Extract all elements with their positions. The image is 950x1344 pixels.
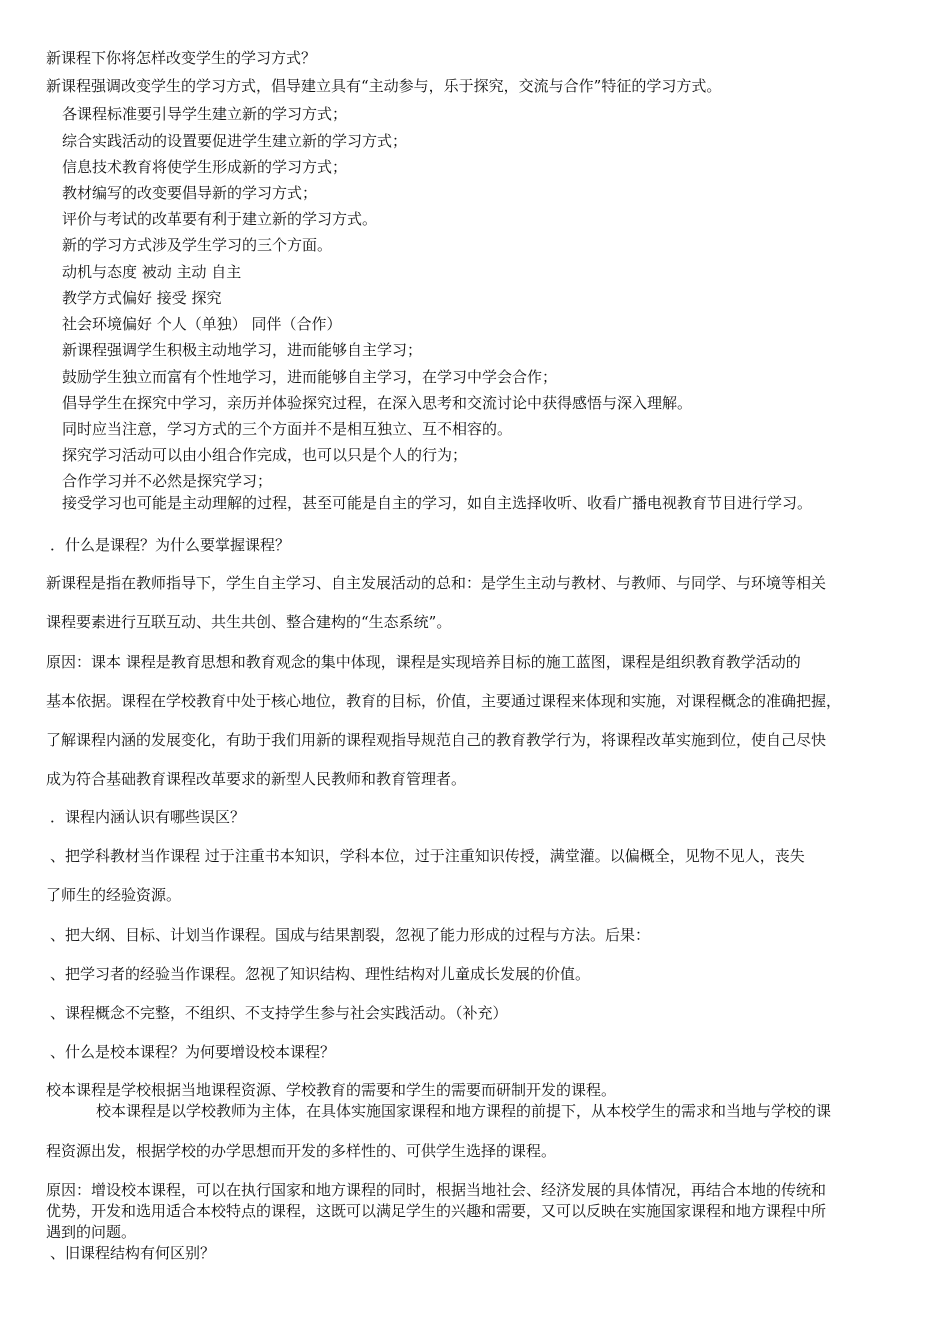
question-heading: ．课程内涵认识有哪些误区？ [50,808,246,826]
paragraph-line: 遇到的问题。 [46,1223,137,1241]
list-item: 同时应当注意，学习方式的三个方面并不是相互独立、互不相容的。 [62,420,513,438]
paragraph-line: 新课程强调改变学生的学习方式，倡导建立具有“主动参与，乐于探究，交流与合作”特征的学习方式。 [46,77,722,95]
paragraph-line: 成为符合基础教育课程改革要求的新型人民教师和教育管理者。 [46,770,467,788]
list-item: 探究学习活动可以由小组合作完成，也可以只是个人的行为； [62,446,468,464]
paragraph-line: 、把学科教材当作课程 过于注重书本知识，学科本位，过于注重知识传授，满堂灌。以偏概全，见物不见人，丧失 [50,847,805,865]
paragraph-line: 原因：课本 课程是教育思想和教育观念的集中体现，课程是实现培养目标的施工蓝图，课程是组织教育教学活动的 [46,653,801,671]
list-item: 评价与考试的改革要有利于建立新的学习方式。 [62,210,378,228]
list-item: 新的学习方式涉及学生学习的三个方面。 [62,236,333,254]
paragraph-line: 基本依据。课程在学校教育中处于核心地位，教育的目标，价值，主要通过课程来体现和实施，对课程概念的准确把握， [46,692,842,710]
paragraph-line: 、把大纲、目标、计划当作课程。国成与结果割裂，忽视了能力形成的过程与方法。后果： [50,926,651,944]
paragraph-line: 新课程是指在教师指导下，学生自主学习、自主发展活动的总和：是学生主动与教材、与教师、与同学、与环境等相关 [46,574,827,592]
list-item: 合作学习并不必然是探究学习； [62,472,273,490]
list-item: 各课程标准要引导学生建立新的学习方式； [62,105,348,123]
list-item: 动机与态度 被动 主动 自主 [62,263,242,281]
paragraph-line: 校本课程是以学校教师为主体，在具体实施国家课程和地方课程的前提下，从本校学生的需求和当地与学校的课 [96,1102,832,1120]
question-heading: ．什么是课程？为什么要掌握课程？ [50,536,291,554]
paragraph-line: 校本课程是学校根据当地课程资源、学校教育的需要和学生的需要而研制开发的课程。 [46,1081,617,1099]
list-item: 综合实践活动的设置要促进学生建立新的学习方式； [62,132,408,150]
list-item: 鼓励学生独立而富有个性地学习，进而能够自主学习，在学习中学会合作； [62,368,558,386]
paragraph-line: 了师生的经验资源。 [46,886,182,904]
paragraph-line: 原因：增设校本课程，可以在执行国家和地方课程的同时，根据当地社会、经济发展的具体情况，再结合本地的传统和 [46,1181,827,1199]
list-item: 教材编写的改变要倡导新的学习方式； [62,184,318,202]
list-item: 新课程强调学生积极主动地学习，进而能够自主学习； [62,341,423,359]
paragraph-line: 、课程概念不完整，不组织、不支持学生参与社会实践活动。（补充） [50,1004,508,1022]
question-heading: 、什么是校本课程？为何要增设校本课程？ [50,1043,336,1061]
paragraph-line: 程资源出发，根据学校的办学思想而开发的多样性的、可供学生选择的课程。 [46,1142,557,1160]
paragraph-line: 优势，开发和选用适合本校特点的课程，这既可以满足学生的兴趣和需要，又可以反映在实施国家课程和地方课程中所 [46,1202,827,1220]
question-heading: 、旧课程结构有何区别？ [50,1244,216,1262]
paragraph-line: 、把学习者的经验当作课程。忽视了知识结构、理性结构对儿童成长发展的价值。 [50,965,591,983]
list-item: 社会环境偏好 个人（单独） 同伴（合作） [62,315,342,333]
list-item: 倡导学生在探究中学习，亲历并体验探究过程，在深入思考和交流讨论中获得感悟与深入理解。 [62,394,693,412]
paragraph-line: 了解课程内涵的发展变化，有助于我们用新的课程观指导规范自己的教育教学行为，将课程改革实施到位，使自己尽快 [46,731,827,749]
paragraph-line: 课程要素进行互联互动、共生共创、整合建构的“生态系统”。 [46,613,452,631]
list-item: 信息技术教育将使学生形成新的学习方式； [62,158,348,176]
heading-learning-methods: 新课程下你将怎样改变学生的学习方式？ [46,49,317,67]
list-item: 接受学习也可能是主动理解的过程，甚至可能是自主的学习，如自主选择收听、收看广播电视教育节目进行学习。 [62,494,813,512]
list-item: 教学方式偏好 接受 探究 [62,289,222,307]
